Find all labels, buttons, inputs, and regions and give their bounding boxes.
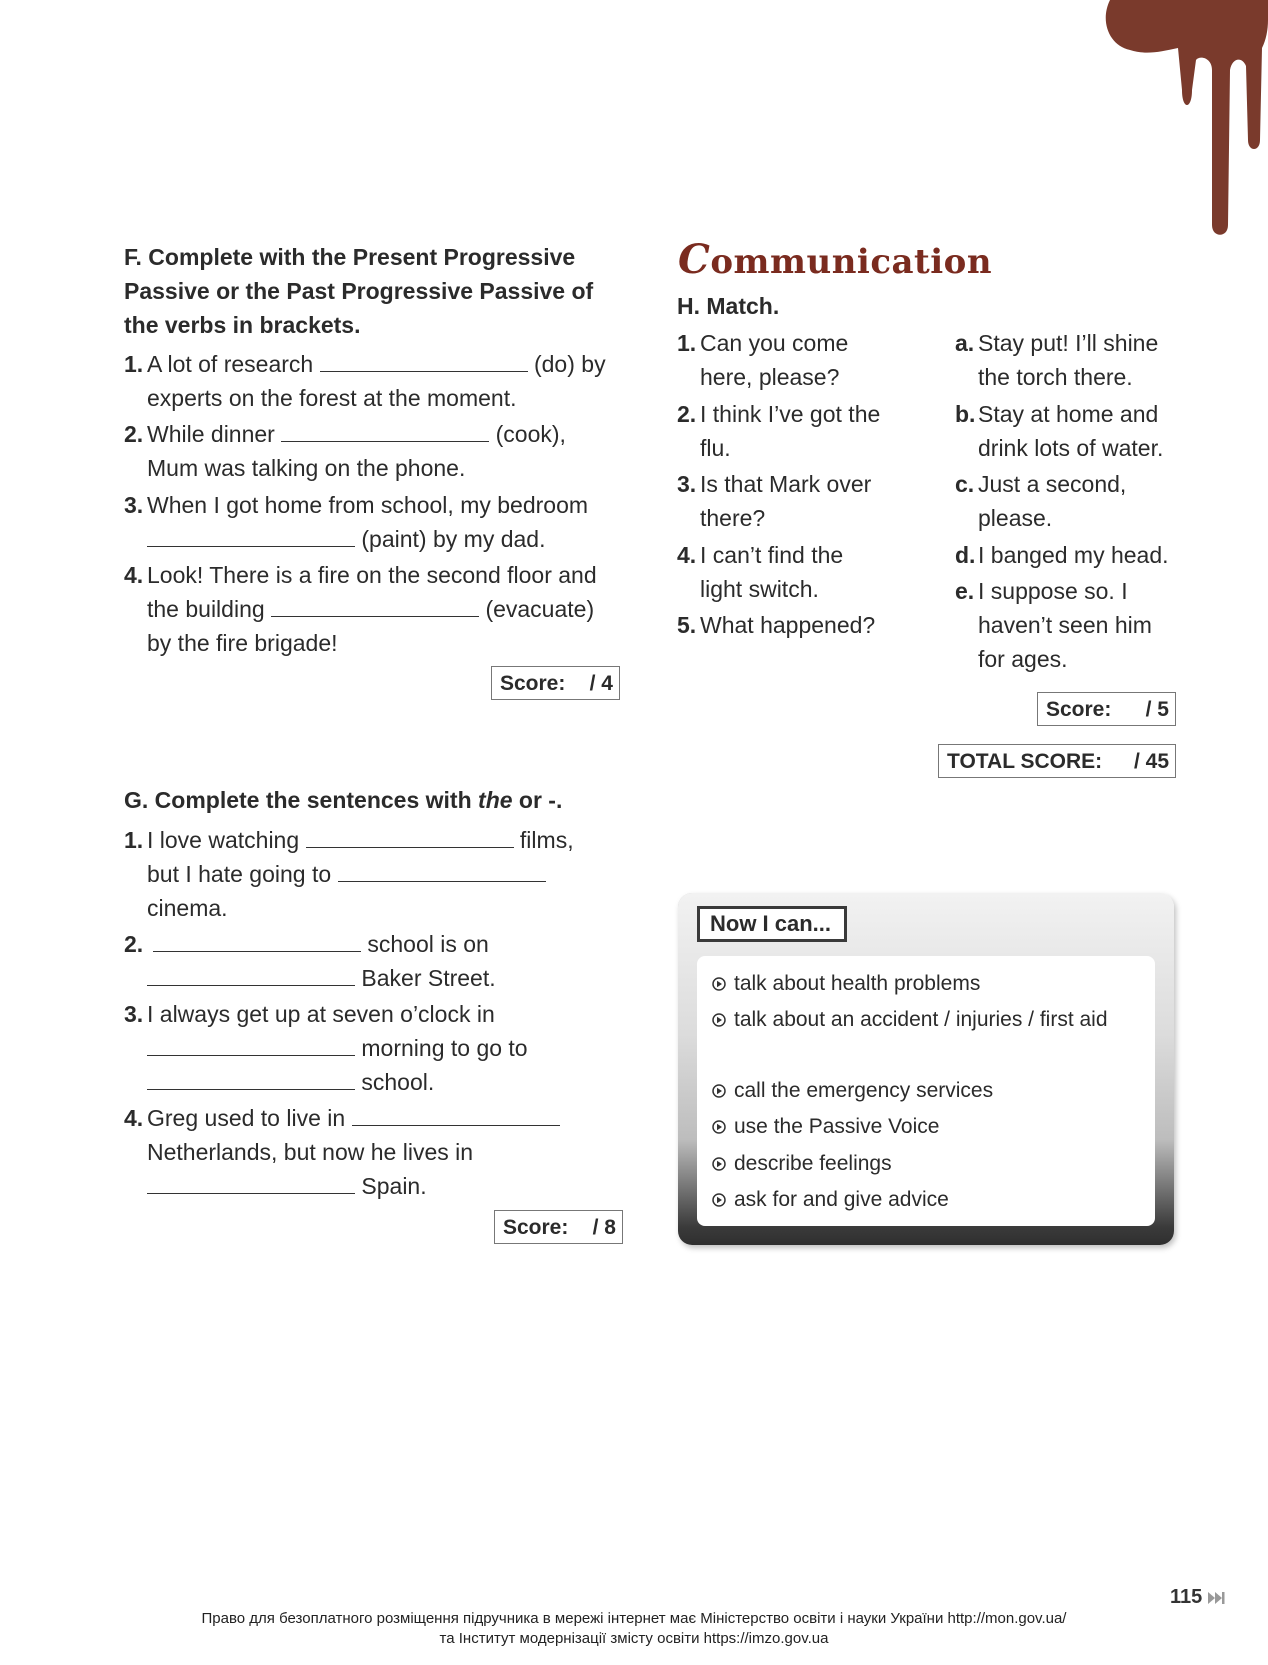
heading-emphasis: the bbox=[478, 787, 513, 813]
item-text: cinema. bbox=[147, 895, 228, 921]
section-h-heading: H. Match. bbox=[677, 293, 780, 319]
item-text: When I got home from school, my bedroom bbox=[147, 492, 589, 518]
item-number: 5. bbox=[677, 612, 697, 638]
item-text: I think I’ve got the bbox=[700, 401, 881, 427]
answer-blank[interactable] bbox=[320, 349, 528, 372]
score-value: / 4 bbox=[589, 672, 613, 695]
item-letter: b. bbox=[955, 401, 976, 427]
item-text: light switch. bbox=[700, 576, 819, 602]
answer-blank[interactable] bbox=[271, 594, 479, 617]
answer-blank[interactable] bbox=[352, 1103, 560, 1126]
page-number bbox=[1170, 1586, 1226, 1609]
play-bullet-icon bbox=[712, 1120, 726, 1134]
item-letter: d. bbox=[955, 542, 976, 568]
item-text: Baker Street. bbox=[361, 965, 496, 991]
item-text: I always get up at seven o’clock in bbox=[147, 1001, 495, 1027]
item-number: 1. bbox=[124, 351, 144, 377]
now-i-can-item bbox=[712, 1147, 1144, 1181]
item-text: use the Passive Voice bbox=[734, 1115, 940, 1138]
now-i-can-item bbox=[712, 1183, 1144, 1217]
item-text: by the fire brigade! bbox=[147, 630, 338, 656]
item-text: haven’t seen him bbox=[978, 612, 1152, 638]
score-label: Score: bbox=[1046, 698, 1112, 721]
match-right-e bbox=[955, 574, 1195, 676]
match-left-3 bbox=[677, 467, 927, 535]
play-bullet-icon bbox=[712, 1084, 726, 1098]
answer-blank[interactable] bbox=[147, 963, 355, 986]
match-right-b bbox=[955, 397, 1195, 465]
item-text: call the emergency services bbox=[734, 1079, 994, 1102]
item-text: talk about health problems bbox=[734, 972, 981, 995]
score-label: Score: bbox=[500, 672, 566, 695]
item-number: 4. bbox=[124, 562, 144, 588]
score-value: / 5 bbox=[1145, 698, 1169, 721]
score-box-h bbox=[1037, 692, 1176, 726]
now-i-can-item bbox=[712, 1110, 1144, 1144]
exercise-g-item-3 bbox=[124, 997, 624, 1099]
item-number: 4. bbox=[124, 1105, 144, 1131]
exercise-g-item-4 bbox=[124, 1101, 624, 1203]
section-f-heading: F. Complete with the Present Progressive Passive or the Past Progressive Passive of the verbs in brackets. bbox=[124, 244, 594, 338]
item-text: here, please? bbox=[700, 364, 840, 390]
item-text: While dinner bbox=[147, 421, 275, 447]
heading-text: G. Complete the sentences with bbox=[124, 787, 479, 813]
item-text: films, bbox=[519, 827, 574, 853]
item-letter: e. bbox=[955, 578, 975, 604]
item-text: Can you come bbox=[700, 330, 849, 356]
page-number-text: 115 bbox=[1170, 1586, 1203, 1608]
title-rest: ommunication bbox=[710, 242, 993, 282]
heading-text: or -. bbox=[512, 787, 563, 813]
item-number: 4. bbox=[677, 542, 697, 568]
now-i-can-label: Now I can... bbox=[697, 906, 847, 942]
match-left-5 bbox=[677, 608, 927, 642]
answer-blank[interactable] bbox=[338, 859, 546, 882]
item-text: but I hate going to bbox=[147, 861, 332, 887]
exercise-f-item-1 bbox=[124, 347, 624, 415]
item-number: 3. bbox=[124, 1001, 144, 1027]
item-text: Greg used to live in bbox=[147, 1105, 346, 1131]
item-number: 2. bbox=[677, 401, 697, 427]
section-g-heading bbox=[124, 783, 624, 817]
item-text: there? bbox=[700, 505, 766, 531]
total-score-box bbox=[938, 744, 1176, 778]
score-value: / 8 bbox=[592, 1216, 616, 1239]
total-score-value: / 45 bbox=[1133, 750, 1169, 773]
item-text: school. bbox=[361, 1069, 435, 1095]
item-text: talk about an accident / injuries / first aid bbox=[734, 1008, 1108, 1031]
score-label: Score: bbox=[503, 1216, 569, 1239]
item-text: experts on the forest at the moment. bbox=[147, 385, 517, 411]
item-text: Spain. bbox=[361, 1173, 427, 1199]
answer-blank[interactable] bbox=[147, 1033, 355, 1056]
match-left-2 bbox=[677, 397, 927, 465]
item-text: ask for and give advice bbox=[734, 1188, 949, 1211]
answer-blank[interactable] bbox=[147, 524, 355, 547]
match-right-a bbox=[955, 326, 1195, 394]
item-text: flu. bbox=[700, 435, 731, 461]
item-number: 2. bbox=[124, 421, 144, 447]
item-text: Stay put! I’ll shine bbox=[978, 330, 1159, 356]
item-text: please. bbox=[978, 505, 1053, 531]
total-score-label: TOTAL SCORE: bbox=[947, 750, 1103, 773]
exercise-g-item-1 bbox=[124, 823, 624, 925]
item-text: Just a second, bbox=[978, 471, 1127, 497]
item-text: Mum was talking on the phone. bbox=[147, 455, 466, 481]
exercise-f-item-3 bbox=[124, 488, 624, 556]
item-text: morning to go to bbox=[361, 1035, 528, 1061]
item-text: I banged my head. bbox=[978, 542, 1169, 568]
item-number: 3. bbox=[124, 492, 144, 518]
answer-blank[interactable] bbox=[306, 825, 514, 848]
play-bullet-icon bbox=[712, 977, 726, 991]
fast-forward-icon bbox=[1208, 1592, 1226, 1604]
exercise-f-item-4 bbox=[124, 558, 624, 660]
item-text: I love watching bbox=[147, 827, 300, 853]
score-box-f bbox=[491, 666, 620, 700]
item-text: I suppose so. I bbox=[978, 578, 1128, 604]
match-left-1 bbox=[677, 326, 927, 394]
item-text: Is that Mark over bbox=[700, 471, 872, 497]
item-text: Look! There is a fire on the second floor and bbox=[147, 562, 597, 588]
match-left-4 bbox=[677, 538, 927, 606]
item-text: I can’t find the bbox=[700, 542, 844, 568]
exercise-g-item-2 bbox=[124, 927, 624, 995]
answer-blank[interactable] bbox=[153, 929, 361, 952]
footer-line-1: Право для безоплатного розміщення підручника в мережі інтернет має Міністерство освіти і науки України http://mon.gov.ua/ bbox=[201, 1610, 1067, 1627]
play-bullet-icon bbox=[712, 1157, 726, 1171]
item-number: 3. bbox=[677, 471, 697, 497]
item-text: Netherlands, but now he lives in bbox=[147, 1139, 474, 1165]
footer-line-2: та Інститут модернізації змісту освіти https://imzo.gov.ua bbox=[439, 1630, 829, 1647]
item-text: describe feelings bbox=[734, 1152, 892, 1175]
communication-title bbox=[678, 236, 992, 283]
item-text: A lot of research bbox=[147, 351, 314, 377]
item-text: (do) by bbox=[533, 351, 606, 377]
item-letter: a. bbox=[955, 330, 975, 356]
item-text: for ages. bbox=[978, 646, 1068, 672]
answer-blank[interactable] bbox=[281, 419, 489, 442]
play-bullet-icon bbox=[712, 1193, 726, 1207]
score-box-g bbox=[494, 1210, 623, 1244]
item-text: the building bbox=[147, 596, 265, 622]
item-number: 2. bbox=[124, 931, 144, 957]
item-text: (paint) by my dad. bbox=[361, 526, 546, 552]
paint-drip-decoration bbox=[1100, 0, 1268, 240]
item-text: drink lots of water. bbox=[978, 435, 1164, 461]
answer-blank[interactable] bbox=[147, 1067, 355, 1090]
title-initial: C bbox=[678, 236, 711, 283]
match-right-c bbox=[955, 467, 1195, 535]
item-text: Stay at home and bbox=[978, 401, 1159, 427]
item-number: 1. bbox=[124, 827, 144, 853]
item-number: 1. bbox=[677, 330, 697, 356]
now-i-can-item bbox=[712, 967, 1144, 1001]
item-letter: c. bbox=[955, 471, 975, 497]
item-text: (evacuate) bbox=[485, 596, 595, 622]
item-text: the torch there. bbox=[978, 364, 1133, 390]
now-i-can-item bbox=[712, 1003, 1124, 1037]
match-right-d bbox=[955, 538, 1195, 572]
item-text: (cook), bbox=[495, 421, 566, 447]
play-bullet-icon bbox=[712, 1013, 726, 1027]
answer-blank[interactable] bbox=[147, 1171, 355, 1194]
item-text: What happened? bbox=[700, 612, 876, 638]
now-i-can-item bbox=[712, 1074, 1144, 1108]
item-text: school is on bbox=[367, 931, 489, 957]
exercise-f-item-2 bbox=[124, 417, 624, 485]
